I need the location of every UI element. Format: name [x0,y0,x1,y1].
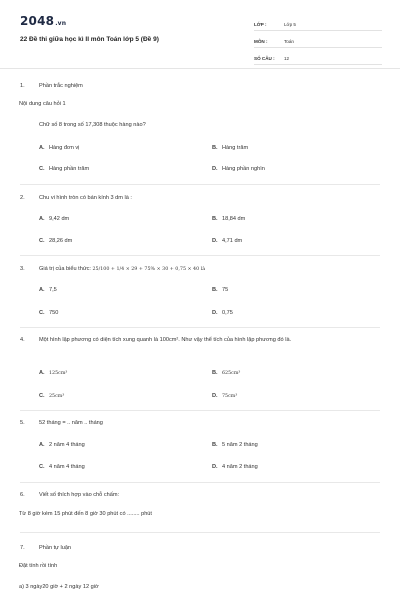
option-text: 9,42 dm [49,216,70,222]
answer-option-c[interactable] [39,393,64,399]
question-5 [20,419,385,427]
option-text: Hàng phần nghìn [222,166,265,172]
math-expression: 25/100 + 1/4 × 29 + 75% × 30 + 0,75 × 40 là [92,267,206,272]
answer-option-a[interactable] [39,442,85,448]
option-letter: B. [212,370,218,376]
question-text: a) 3 ngày20 giờ + 2 ngày 12 giờ [19,584,99,590]
option-letter: D. [212,166,218,172]
option-letter: B. [212,442,218,448]
option-letter: D. [212,238,218,244]
answer-option-a[interactable] [39,145,79,151]
fill-in-prompt: Từ 8 giờ kém 15 phút đến 8 giờ 30 phút có ........ phút [19,511,152,517]
question-4 [20,336,385,344]
option-letter: B. [212,287,218,293]
option-text: 5 năm 2 tháng [222,442,258,448]
option-text: Hàng đơn vị [49,145,80,151]
answer-option-d[interactable] [212,310,233,316]
option-text: 4,71 dm [222,238,243,244]
answer-option-d[interactable] [212,238,242,244]
meta-value: Lớp 5 [284,22,296,27]
option-letter: D. [212,393,218,399]
logo-suffix: .vn [55,20,67,27]
question-subtitle: Nội dung câu hỏi 1 [19,101,66,107]
option-text: 125cm³ [49,371,68,376]
meta-label: MÔN : [254,39,268,44]
option-letter: D. [212,310,218,316]
answer-option-b[interactable] [212,216,245,222]
answer-option-d[interactable] [212,166,265,172]
answer-option-b[interactable] [212,442,258,448]
divider [20,255,380,256]
question-text: Chu vi hình tròn có bán kính 3 dm là : [39,195,132,201]
question-text: Chữ số 8 trong số 17,308 thuộc hàng nào? [39,122,146,128]
divider [20,410,380,411]
meta-info [254,14,382,65]
site-logo[interactable] [20,14,66,28]
option-text: 75cm³ [222,394,238,399]
answer-option-a[interactable] [39,216,69,222]
option-letter: D. [212,464,218,470]
option-letter: C. [39,238,45,244]
question-number: 4. [20,337,25,343]
divider [20,532,380,533]
meta-value: 12 [284,56,290,61]
divider [20,327,380,328]
meta-value: Toán [284,39,294,44]
question-6 [20,491,385,499]
answer-option-d[interactable] [212,393,237,399]
option-letter: C. [39,393,45,399]
answer-option-b[interactable] [212,145,248,151]
option-letter: C. [39,310,45,316]
option-text: Hàng trăm [222,145,249,151]
answer-option-b[interactable] [212,370,240,376]
question-number: 5. [20,420,25,426]
question-text: Viết số thích hợp vào chỗ chấm: [39,492,120,498]
option-letter: A. [39,287,45,293]
divider [20,184,380,185]
question-title: Phần tự luận [39,545,72,551]
option-text: 18,84 dm [222,216,246,222]
option-text: 28,26 dm [49,238,73,244]
meta-row-class [254,14,382,31]
meta-label: SỐ CÂU : [254,56,275,61]
option-letter: A. [39,145,45,151]
meta-row-subject [254,31,382,48]
question-prompt: Giá trị của biểu thức: [39,266,91,272]
answer-option-c[interactable] [39,166,89,172]
option-text: 4 năm 2 tháng [222,464,258,470]
question-text: Một hình lập phương có diện tích xung quanh là 100cm². Như vậy thể tích của hình lập phương đó là. [39,337,292,343]
page-header [0,0,400,69]
option-letter: A. [39,370,45,376]
option-text: 7,5 [49,287,57,293]
option-text: Hàng phần trăm [49,166,90,172]
question-text: 52 tháng = .. năm .. tháng [39,420,103,426]
answer-option-a[interactable] [39,370,67,376]
answer-option-c[interactable] [39,310,58,316]
answer-option-a[interactable] [39,287,57,293]
answer-option-c[interactable] [39,238,72,244]
question-7 [20,544,385,552]
question-number: 3. [20,266,25,272]
question-2 [20,194,385,202]
answer-option-c[interactable] [39,464,85,470]
divider [20,482,380,483]
option-letter: B. [212,145,218,151]
meta-row-count [254,48,382,65]
document-title: 22 Đề thi giữa học kì II môn Toán lớp 5 (Đề 9) [20,36,159,43]
answer-option-b[interactable] [212,287,228,293]
question-subtitle: Đặt tính rồi tính [19,563,58,569]
option-text: 75 [222,287,229,293]
option-text: 2 năm 4 tháng [49,442,85,448]
option-text: 625cm³ [222,371,241,376]
question-title: Phần trắc nghiệm [39,83,83,89]
answer-option-d[interactable] [212,464,258,470]
question-text [39,266,205,272]
option-text: 25cm³ [49,394,65,399]
logo-text: 2048 [20,14,55,28]
option-letter: B. [212,216,218,222]
option-text: 4 năm 4 tháng [49,464,85,470]
option-text: 0,75 [222,310,233,316]
option-letter: C. [39,464,45,470]
question-1 [20,82,385,90]
question-number: 6. [20,492,25,498]
option-letter: C. [39,166,45,172]
option-letter: A. [39,442,45,448]
option-text: 750 [49,310,59,316]
question-3 [20,265,385,274]
option-letter: A. [39,216,45,222]
question-number: 1. [20,83,25,89]
question-number: 2. [20,195,25,201]
meta-label: LỚP : [254,22,267,27]
question-number: 7. [20,545,25,551]
